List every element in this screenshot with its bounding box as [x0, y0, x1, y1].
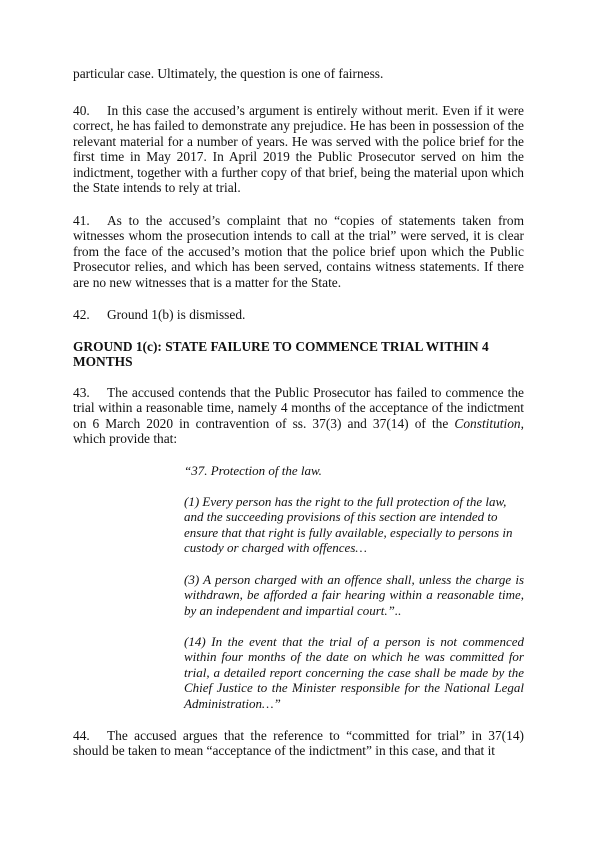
quote-subsection-1: (1) Every person has the right to the full protection of the law, and the succeeding provisions of this section are intended to ensure that that right is fully available, especially to persons in custody or charged with offences…	[184, 494, 513, 556]
paragraph-number: 42.	[73, 307, 90, 322]
paragraph-42	[73, 307, 524, 322]
paragraph-number: 43.	[73, 385, 90, 400]
quote-subsection-14: (14) In the event that the trial of a person is not commenced within four months of the date on which he was committed for trial, a detailed report concerning the case shall be made by the Chief Justice to the Minister responsible for the National Legal Administration…”	[184, 634, 524, 711]
paragraph-41	[73, 213, 524, 290]
paragraph-text: The accused argues that the reference to “committed for trial” in 37(14) should be taken to mean “acceptance of the indictment” in this case, and that it	[73, 728, 524, 759]
paragraph-number: 41.	[73, 213, 90, 228]
paragraph-number: 40.	[73, 103, 90, 118]
paragraph-text: The accused contends that the Public Prosecutor has failed to commence the trial within a reasonable time, namely 4 months of the acceptance of the indictment on 6 March 2020 in contravention of ss. 37(3) and 37(14) of the	[73, 385, 524, 431]
paragraph-text: In this case the accused’s argument is entirely without merit. Even if it were correct, he has failed to demonstrate any prejudice. He has been in possession of the relevant material for a number of years. He was served with the police brief for the first time in May 2017. In April 2019 the Public Prosecutor served on him the indictment, together with a further copy of that brief, being the material upon which the State intends to rely at trial.	[73, 103, 524, 196]
paragraph-text: Ground 1(b) is dismissed.	[107, 307, 246, 322]
paragraph-intro: particular case. Ultimately, the question is one of fairness.	[73, 66, 384, 81]
paragraph-number: 44.	[73, 728, 90, 743]
quote-section-title: “37. Protection of the law.	[184, 463, 322, 478]
paragraph-text-end: , which provide that:	[73, 415, 524, 447]
constitution-title: Constitution	[454, 415, 521, 431]
section-heading: GROUND 1(c): STATE FAILURE TO COMMENCE TRIAL WITHIN 4 MONTHS	[73, 339, 489, 370]
quote-subsection-3: (3) A person charged with an offence shall, unless the charge is withdrawn, be afforded a fair hearing within a reasonable time, by an independent and impartial court.”..	[184, 572, 524, 618]
paragraph-40	[73, 103, 524, 195]
paragraph-44	[73, 728, 524, 759]
paragraph-text: As to the accused’s complaint that no “copies of statements taken from witnesses whom the prosecution intends to call at the trial” were served, it is clear from the face of the accused’s motion that the police brief upon which the Public Prosecutor relies, and which has been served, contains witness statements. If there are no new witnesses that is a matter for the State.	[73, 213, 524, 290]
paragraph-43	[73, 385, 524, 447]
